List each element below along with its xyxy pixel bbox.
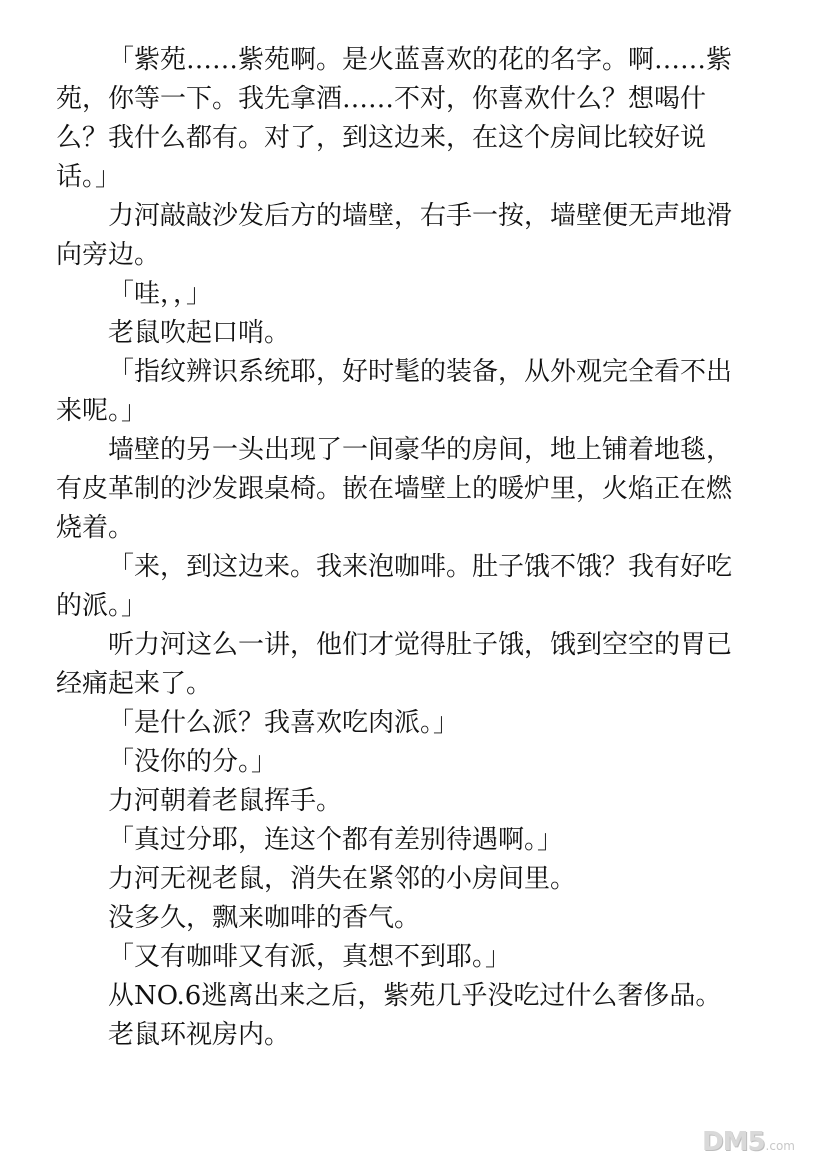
dm5-watermark-logo <box>702 1124 812 1160</box>
paragraph: 「指纹辨识系统耶，好时髦的装备，从外观完全看不出来呢。」 <box>56 357 733 426</box>
page-body <box>56 41 756 1055</box>
paragraph: 「来，到这边来。我来泡咖啡。肚子饿不饿？我有好吃的派。」 <box>56 552 733 621</box>
paragraph: 「紫苑……紫苑啊。是火蓝喜欢的花的名字。啊……紫苑，你等一下。我先拿酒……不对，你喜欢什么？想喝什么？我什么都有。对了，到这边来，在这个房间比较好说话。」 <box>56 45 733 192</box>
paragraph: 听力河这么一讲，他们才觉得肚子饿，饿到空空的胃已经痛起来了。 <box>56 630 733 699</box>
watermark-logo-text: DM5 <box>702 1127 765 1157</box>
paragraph: 「是什么派？我喜欢吃肉派。」 <box>108 708 460 738</box>
paragraph: 老鼠环视房内。 <box>108 1020 291 1050</box>
paragraph: 「又有咖啡又有派，真想不到耶。」 <box>108 942 512 972</box>
paragraph: 没多久，飘来咖啡的香气。 <box>108 903 421 933</box>
watermark-suffix-text: .com <box>765 1139 795 1153</box>
paragraph: 力河无视老鼠，消失在紧邻的小房间里。 <box>108 864 577 894</box>
paragraph: 「哇，，」 <box>108 279 213 309</box>
paragraph: 「没你的分。」 <box>108 747 278 777</box>
paragraph: 老鼠吹起口哨。 <box>108 318 291 348</box>
paragraph: 力河敲敲沙发后方的墙壁，右手一按，墙壁便无声地滑向旁边。 <box>56 201 733 270</box>
paragraph: 从NO.6逃离出来之后，紫苑几乎没吃过什么奢侈品。 <box>108 981 722 1011</box>
paragraph: 「真过分耶，连这个都有差别待遇啊。」 <box>108 825 564 855</box>
paragraph: 力河朝着老鼠挥手。 <box>108 786 343 816</box>
paragraph: 墙壁的另一头出现了一间豪华的房间，地上铺着地毯，有皮革制的沙发跟桌椅。嵌在墙壁上的暖炉里，火焰正在燃烧着。 <box>56 435 733 543</box>
